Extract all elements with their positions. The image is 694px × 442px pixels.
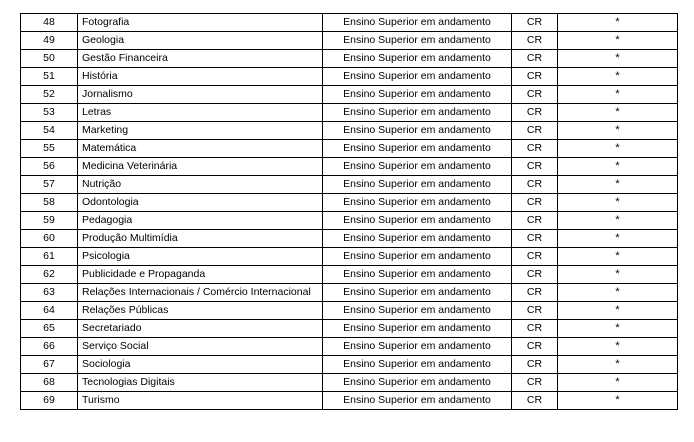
table-row	[21, 212, 678, 230]
row-number-cell: 63	[21, 284, 78, 302]
table-row	[21, 320, 678, 338]
table-row	[21, 176, 678, 194]
mark-cell: *	[558, 50, 678, 68]
row-number-cell: 48	[21, 14, 78, 32]
mark-cell: *	[558, 104, 678, 122]
course-name-cell: Fotografia	[78, 14, 323, 32]
table-row	[21, 356, 678, 374]
mark-cell: *	[558, 302, 678, 320]
table-row	[21, 248, 678, 266]
code-cell: CR	[512, 266, 558, 284]
code-cell: CR	[512, 158, 558, 176]
code-cell: CR	[512, 122, 558, 140]
row-number-cell: 52	[21, 86, 78, 104]
table-row	[21, 68, 678, 86]
education-level-cell: Ensino Superior em andamento	[323, 392, 512, 410]
code-cell: CR	[512, 32, 558, 50]
mark-cell: *	[558, 68, 678, 86]
mark-cell: *	[558, 122, 678, 140]
row-number-cell: 51	[21, 68, 78, 86]
course-name-cell: Secretariado	[78, 320, 323, 338]
course-name-cell: Turismo	[78, 392, 323, 410]
table-row	[21, 14, 678, 32]
mark-cell: *	[558, 140, 678, 158]
mark-cell: *	[558, 176, 678, 194]
row-number-cell: 65	[21, 320, 78, 338]
course-table-container	[20, 13, 678, 410]
course-name-cell: Publicidade e Propaganda	[78, 266, 323, 284]
education-level-cell: Ensino Superior em andamento	[323, 32, 512, 50]
course-name-cell: Jornalismo	[78, 86, 323, 104]
mark-cell: *	[558, 86, 678, 104]
code-cell: CR	[512, 302, 558, 320]
table-row	[21, 86, 678, 104]
mark-cell: *	[558, 248, 678, 266]
course-name-cell: Odontologia	[78, 194, 323, 212]
mark-cell: *	[558, 392, 678, 410]
row-number-cell: 56	[21, 158, 78, 176]
course-name-cell: Pedagogia	[78, 212, 323, 230]
code-cell: CR	[512, 140, 558, 158]
table-row	[21, 230, 678, 248]
mark-cell: *	[558, 356, 678, 374]
mark-cell: *	[558, 230, 678, 248]
education-level-cell: Ensino Superior em andamento	[323, 86, 512, 104]
table-row	[21, 338, 678, 356]
table-row	[21, 50, 678, 68]
row-number-cell: 57	[21, 176, 78, 194]
course-name-cell: Relações Públicas	[78, 302, 323, 320]
education-level-cell: Ensino Superior em andamento	[323, 104, 512, 122]
course-name-cell: História	[78, 68, 323, 86]
education-level-cell: Ensino Superior em andamento	[323, 266, 512, 284]
code-cell: CR	[512, 194, 558, 212]
mark-cell: *	[558, 266, 678, 284]
mark-cell: *	[558, 32, 678, 50]
course-name-cell: Nutrição	[78, 176, 323, 194]
table-row	[21, 284, 678, 302]
education-level-cell: Ensino Superior em andamento	[323, 230, 512, 248]
education-level-cell: Ensino Superior em andamento	[323, 68, 512, 86]
code-cell: CR	[512, 356, 558, 374]
education-level-cell: Ensino Superior em andamento	[323, 50, 512, 68]
row-number-cell: 49	[21, 32, 78, 50]
education-level-cell: Ensino Superior em andamento	[323, 302, 512, 320]
code-cell: CR	[512, 212, 558, 230]
course-name-cell: Marketing	[78, 122, 323, 140]
education-level-cell: Ensino Superior em andamento	[323, 212, 512, 230]
mark-cell: *	[558, 338, 678, 356]
code-cell: CR	[512, 176, 558, 194]
course-name-cell: Geologia	[78, 32, 323, 50]
mark-cell: *	[558, 284, 678, 302]
table-row	[21, 104, 678, 122]
education-level-cell: Ensino Superior em andamento	[323, 14, 512, 32]
course-name-cell: Psicologia	[78, 248, 323, 266]
education-level-cell: Ensino Superior em andamento	[323, 248, 512, 266]
code-cell: CR	[512, 230, 558, 248]
code-cell: CR	[512, 320, 558, 338]
code-cell: CR	[512, 14, 558, 32]
code-cell: CR	[512, 392, 558, 410]
row-number-cell: 50	[21, 50, 78, 68]
education-level-cell: Ensino Superior em andamento	[323, 320, 512, 338]
code-cell: CR	[512, 374, 558, 392]
row-number-cell: 64	[21, 302, 78, 320]
row-number-cell: 60	[21, 230, 78, 248]
row-number-cell: 58	[21, 194, 78, 212]
education-level-cell: Ensino Superior em andamento	[323, 194, 512, 212]
table-row	[21, 266, 678, 284]
course-name-cell: Medicina Veterinária	[78, 158, 323, 176]
row-number-cell: 68	[21, 374, 78, 392]
code-cell: CR	[512, 284, 558, 302]
table-row	[21, 158, 678, 176]
code-cell: CR	[512, 338, 558, 356]
course-table-body	[21, 14, 678, 410]
table-row	[21, 122, 678, 140]
row-number-cell: 55	[21, 140, 78, 158]
mark-cell: *	[558, 320, 678, 338]
mark-cell: *	[558, 374, 678, 392]
row-number-cell: 59	[21, 212, 78, 230]
table-row	[21, 374, 678, 392]
row-number-cell: 61	[21, 248, 78, 266]
table-row	[21, 140, 678, 158]
education-level-cell: Ensino Superior em andamento	[323, 338, 512, 356]
education-level-cell: Ensino Superior em andamento	[323, 356, 512, 374]
table-row	[21, 32, 678, 50]
table-row	[21, 302, 678, 320]
row-number-cell: 62	[21, 266, 78, 284]
education-level-cell: Ensino Superior em andamento	[323, 374, 512, 392]
course-name-cell: Serviço Social	[78, 338, 323, 356]
course-name-cell: Matemática	[78, 140, 323, 158]
education-level-cell: Ensino Superior em andamento	[323, 140, 512, 158]
education-level-cell: Ensino Superior em andamento	[323, 284, 512, 302]
education-level-cell: Ensino Superior em andamento	[323, 122, 512, 140]
code-cell: CR	[512, 68, 558, 86]
row-number-cell: 69	[21, 392, 78, 410]
course-name-cell: Sociologia	[78, 356, 323, 374]
mark-cell: *	[558, 158, 678, 176]
code-cell: CR	[512, 104, 558, 122]
row-number-cell: 54	[21, 122, 78, 140]
course-name-cell: Produção Multimídia	[78, 230, 323, 248]
table-row	[21, 392, 678, 410]
course-name-cell: Letras	[78, 104, 323, 122]
mark-cell: *	[558, 194, 678, 212]
education-level-cell: Ensino Superior em andamento	[323, 176, 512, 194]
code-cell: CR	[512, 50, 558, 68]
course-name-cell: Gestão Financeira	[78, 50, 323, 68]
table-row	[21, 194, 678, 212]
mark-cell: *	[558, 14, 678, 32]
row-number-cell: 66	[21, 338, 78, 356]
code-cell: CR	[512, 248, 558, 266]
code-cell: CR	[512, 86, 558, 104]
course-name-cell: Tecnologias Digitais	[78, 374, 323, 392]
course-table	[20, 13, 678, 410]
mark-cell: *	[558, 212, 678, 230]
course-name-cell: Relações Internacionais / Comércio Internacional	[78, 284, 323, 302]
row-number-cell: 67	[21, 356, 78, 374]
row-number-cell: 53	[21, 104, 78, 122]
education-level-cell: Ensino Superior em andamento	[323, 158, 512, 176]
